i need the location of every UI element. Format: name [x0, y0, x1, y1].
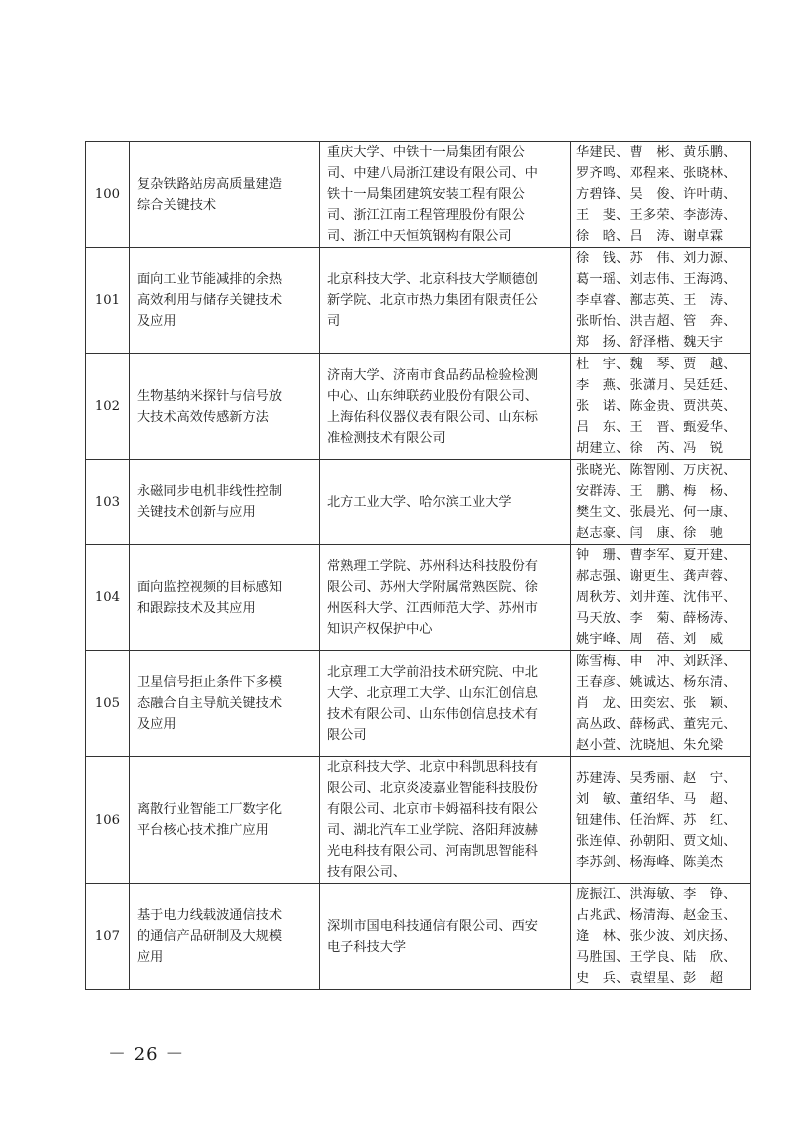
contributors-cell [571, 142, 751, 248]
contributors-line: 杜 宇、魏 琴、贾 越、 [576, 357, 737, 372]
organizations-line: 限公司、北京炎凌嘉业智能科技股份 [327, 781, 538, 796]
organizations-line: 重庆大学、中铁十一局集团有限公 [327, 145, 525, 160]
organizations-line: 新学院、北京市热力集团有限责任公 [327, 293, 538, 308]
organizations-line: 上海佑科仪器仪表有限公司、山东标 [327, 409, 538, 425]
project-title [137, 799, 315, 841]
organizations-cell [320, 884, 571, 990]
project-title-line: 高效利用与储存关键技术 [137, 293, 283, 308]
contributors-line: 葛一瑶、刘志伟、王海鸿、 [576, 272, 737, 287]
contributors-line: 钮建伟、任治辉、苏 红、 [576, 812, 737, 828]
contributors-line: 逄 林、张少波、刘庆扬、 [576, 929, 737, 944]
contributors-line: 安群涛、王 鹏、梅 杨、 [576, 484, 737, 499]
contributors-line: 马天放、李 菊、薛杨涛、 [576, 611, 737, 626]
row-number: 102 [94, 399, 121, 414]
project-title-line: 基于电力线载波通信技术 [137, 908, 283, 923]
project-title-line: 态融合自主导航关键技术 [137, 696, 283, 711]
row-number: 106 [94, 812, 121, 828]
contributors-line: 张 诺、陈金贵、贾洪英、 [576, 399, 737, 414]
project-title-cell [130, 884, 320, 990]
contributors-line: 吕 东、王 晋、甄爱华、 [576, 420, 737, 435]
contributors-line: 王 斐、王多荣、李澎涛、 [576, 208, 737, 223]
contributors-line: 陈雪梅、申 冲、刘跃泽、 [576, 654, 737, 669]
organizations-line: 司、中建八局浙江建设有限公司、中 [327, 166, 538, 181]
organizations [327, 365, 567, 449]
organizations-cell [320, 460, 571, 545]
contributors-cell [571, 354, 751, 460]
organizations-line: 准检测技术有限公司 [327, 430, 446, 446]
contributors-line: 李苏剑、杨海峰、陈美杰 [576, 854, 724, 870]
contributors-line: 肖 龙、田奕宏、张 颖、 [576, 696, 737, 711]
contributors-line: 李卓睿、鄯志英、王 涛、 [576, 293, 737, 308]
organizations-line: 北京科技大学、北京科技大学顺德创 [327, 272, 538, 287]
project-title-cell [130, 248, 320, 354]
contributors-line: 刘 敏、董绍华、马 超、 [576, 791, 737, 807]
contributors-line: 赵小萱、沈晓旭、朱允梁 [576, 738, 724, 753]
organizations-line: 深圳市国电科技通信有限公司、西安 [327, 918, 538, 934]
contributors-line: 马胜国、王学良、陆 欣、 [576, 950, 737, 965]
table-row [86, 142, 751, 248]
contributors-line: 钟 珊、曹李军、夏开建、 [576, 548, 737, 563]
row-number-cell [86, 545, 130, 651]
organizations-line: 电子科技大学 [327, 939, 407, 955]
contributors-cell [571, 884, 751, 990]
project-title-line: 面向工业节能减排的余热 [137, 272, 283, 287]
organizations-line: 司、浙江江南工程管理股份有限公 [327, 208, 525, 223]
row-number-cell [86, 757, 130, 884]
project-title [137, 481, 315, 523]
table-row [86, 248, 751, 354]
project-title-line: 卫星信号拒止条件下多模 [137, 675, 283, 690]
contributors-cell [571, 757, 751, 884]
organizations-line: 常熟理工学院、苏州科达科技股份有 [327, 558, 538, 574]
row-number: 101 [94, 293, 121, 308]
contributors-cell [571, 248, 751, 354]
row-number-cell [86, 354, 130, 460]
contributors-line: 高丛政、薛杨武、董宪元、 [576, 717, 737, 732]
contributors-cell [571, 545, 751, 651]
awards-table-body [86, 142, 751, 990]
contributors [576, 248, 748, 353]
organizations-line: 司、浙江中天恒筑钢构有限公司 [327, 229, 512, 244]
table-row [86, 354, 751, 460]
project-title-line: 和跟踪技术及其应用 [137, 600, 256, 616]
row-number-cell [86, 884, 130, 990]
contributors-line: 张晓光、陈智刚、万庆祝、 [576, 463, 737, 478]
contributors-line: 郝志强、谢更生、龚声蓉、 [576, 569, 737, 584]
contributors-line: 赵志豪、闫 康、徐 驰 [576, 526, 724, 541]
project-title-line: 关键技术创新与应用 [137, 505, 256, 520]
project-title-line: 应用 [137, 950, 164, 965]
project-title [137, 269, 315, 332]
contributors-line: 樊生文、张晨光、何一康、 [576, 505, 737, 520]
contributors-line: 占兆武、杨清海、赵金玉、 [576, 908, 737, 923]
project-title-line: 永磁同步电机非线性控制 [137, 484, 283, 499]
organizations-cell [320, 354, 571, 460]
project-title-cell [130, 545, 320, 651]
contributors-line: 周秋芳、刘井莲、沈伟平、 [576, 590, 737, 605]
row-number: 107 [94, 929, 121, 944]
project-title-line: 的通信产品研制及大规模 [137, 929, 283, 944]
organizations-line: 司、湖北汽车工业学院、洛阳拜波赫 [327, 823, 538, 838]
organizations-line: 北京理工大学前沿技术研究院、中北 [327, 664, 538, 680]
row-number: 103 [94, 494, 121, 510]
organizations-line: 中心、山东绅联药业股份有限公司、 [327, 388, 538, 404]
contributors-line: 庞振江、洪海敏、李 铮、 [576, 887, 737, 902]
row-number-cell [86, 142, 130, 248]
project-title-cell [130, 354, 320, 460]
project-title-cell [130, 460, 320, 545]
organizations-line: 知识产权保护中心 [327, 621, 433, 637]
project-title-line: 生物基纳米探针与信号放 [137, 388, 283, 404]
project-title-cell [130, 651, 320, 757]
contributors [576, 142, 748, 247]
contributors [576, 884, 748, 989]
project-title-line: 综合关键技术 [137, 197, 217, 213]
row-number: 105 [94, 696, 121, 711]
contributors-line: 张昕怡、洪吉超、管 奔、 [576, 314, 737, 329]
project-title-line: 及应用 [137, 717, 177, 732]
contributors-line: 徐 晗、吕 涛、谢卓霖 [576, 229, 724, 244]
organizations [327, 492, 567, 513]
project-title-line: 面向监控视频的目标感知 [137, 579, 283, 595]
project-title-cell [130, 757, 320, 884]
contributors-line: 史 兵、袁望星、彭 超 [576, 971, 724, 986]
organizations-line: 限公司、苏州大学附属常熟医院、徐 [327, 579, 538, 595]
contributors-line: 姚宇峰、周 蓓、刘 威 [576, 632, 724, 647]
project-title-line: 平台核心技术推广应用 [137, 823, 269, 838]
table-row [86, 460, 751, 545]
contributors-line: 苏建涛、吴秀丽、赵 宁、 [576, 770, 737, 786]
contributors-line: 胡建立、徐 芮、冯 锐 [576, 441, 724, 456]
organizations-cell [320, 545, 571, 651]
organizations-cell [320, 142, 571, 248]
organizations-cell [320, 651, 571, 757]
contributors-line: 华建民、曹 彬、黄乐鹏、 [576, 145, 737, 160]
project-title [137, 905, 315, 968]
contributors-line: 王春彦、姚诚达、杨东清、 [576, 675, 737, 690]
organizations-line: 北京科技大学、北京中科凯思科技有 [327, 760, 538, 775]
contributors-line: 张连倬、孙朝阳、贾文灿、 [576, 833, 737, 849]
contributors [576, 651, 748, 756]
organizations-line: 司 [327, 314, 341, 329]
contributors-cell [571, 651, 751, 757]
page-number: － 26 － [108, 1044, 185, 1065]
contributors [576, 768, 748, 873]
contributors-cell [571, 460, 751, 545]
organizations [327, 916, 567, 958]
organizations [327, 269, 567, 332]
project-title-line: 及应用 [137, 314, 177, 329]
project-title-line: 大技术高效传感新方法 [137, 409, 269, 425]
contributors [576, 460, 748, 544]
project-title [137, 577, 315, 619]
organizations-cell [320, 757, 571, 884]
organizations-line: 有限公司、北京市卡姆福科技有限公 [327, 802, 538, 817]
row-number: 100 [94, 187, 121, 202]
contributors-line: 李 燕、张潇月、吴廷廷、 [576, 378, 737, 393]
organizations-line: 技有限公司、 [327, 865, 407, 880]
table-row [86, 884, 751, 990]
project-title [137, 386, 315, 428]
row-number-cell [86, 248, 130, 354]
contributors-line: 罗齐鸣、邓程来、张晓林、 [576, 166, 737, 181]
table-row [86, 651, 751, 757]
organizations-line: 技术有限公司、山东伟创信息技术有 [327, 706, 538, 722]
contributors [576, 354, 748, 459]
project-title-line: 复杂铁路站房高质量建造 [137, 176, 283, 192]
organizations-cell [320, 248, 571, 354]
organizations-line: 限公司 [327, 727, 367, 743]
project-title-cell [130, 142, 320, 248]
contributors-line: 郑 扬、舒泽楷、魏天宇 [576, 335, 724, 350]
table-row [86, 545, 751, 651]
organizations-line: 大学、北京理工大学、山东汇创信息 [327, 685, 538, 701]
organizations [327, 662, 567, 746]
row-number-cell [86, 460, 130, 545]
contributors [576, 545, 748, 650]
organizations [327, 757, 567, 883]
organizations-line: 北方工业大学、哈尔滨工业大学 [327, 494, 512, 510]
project-title-line: 离散行业智能工厂数字化 [137, 802, 283, 817]
organizations-line: 济南大学、济南市食品药品检验检测 [327, 367, 538, 383]
project-title [137, 174, 315, 216]
row-number: 104 [94, 590, 121, 605]
contributors-line: 方碧锋、吴 俊、许叶萌、 [576, 187, 737, 202]
organizations-line: 光电科技有限公司、河南凯思智能科 [327, 844, 538, 859]
organizations [327, 556, 567, 640]
organizations-line: 州医科大学、江西师范大学、苏州市 [327, 600, 538, 616]
organizations [327, 142, 567, 247]
table-row [86, 757, 751, 884]
awards-table [85, 141, 751, 990]
organizations-line: 铁十一局集团建筑安装工程有限公 [327, 187, 525, 202]
row-number-cell [86, 651, 130, 757]
contributors-line: 徐 钱、苏 伟、刘力源、 [576, 251, 737, 266]
project-title [137, 672, 315, 735]
